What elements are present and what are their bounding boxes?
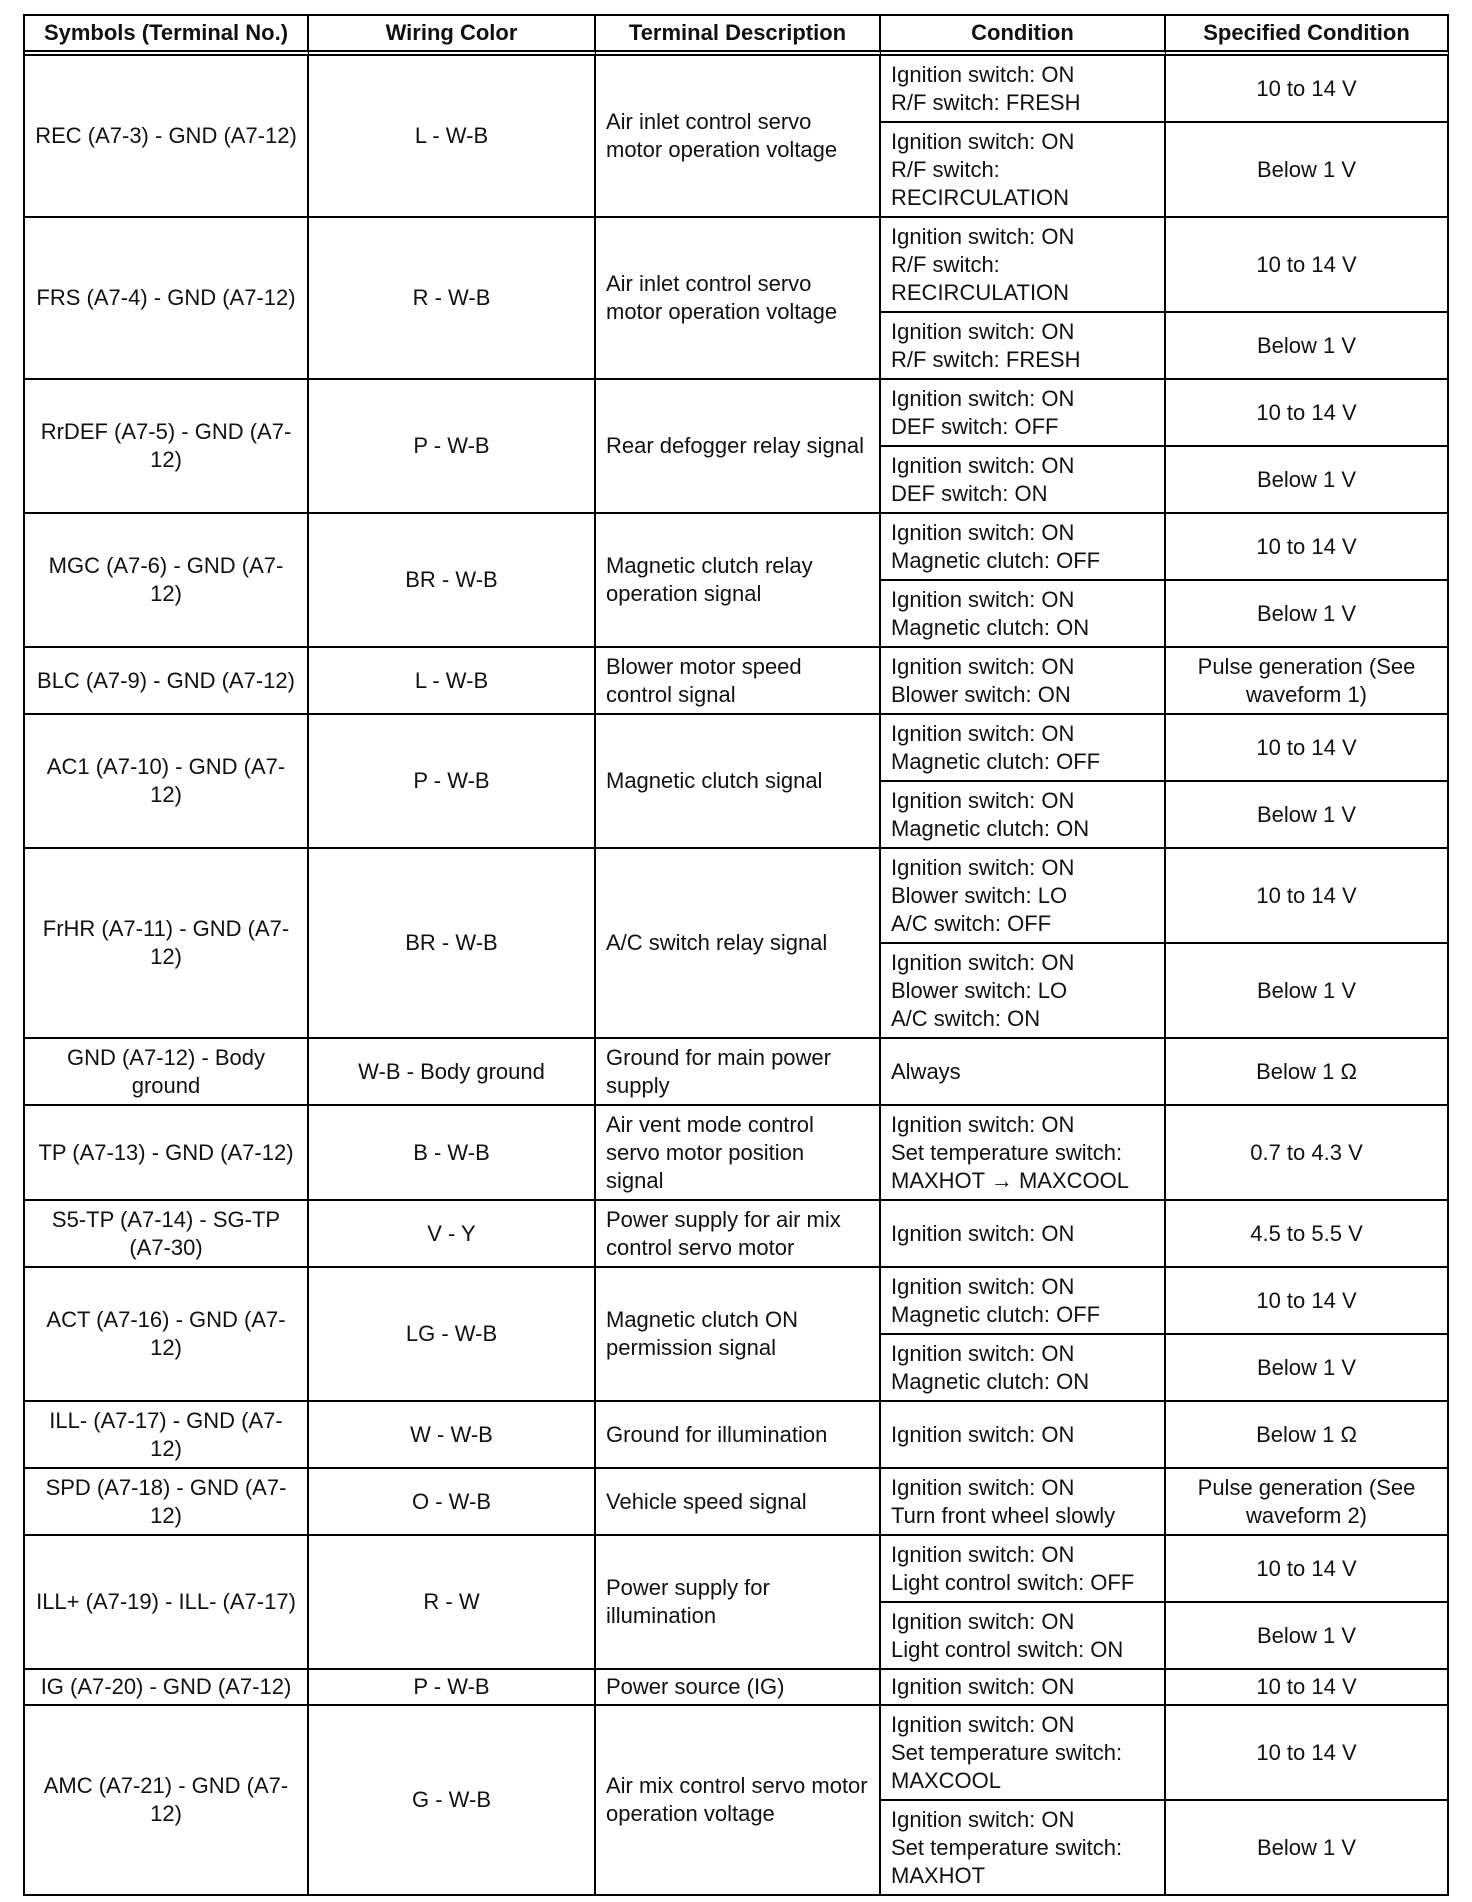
symbols-cell: REC (A7-3) - GND (A7-12) — [25, 56, 309, 218]
condition-cell: Ignition switch: ON Blower switch: LO A/C switch: ON — [881, 944, 1166, 1039]
wiring-color-cell: W - W-B — [309, 1402, 596, 1469]
wiring-color-cell: W-B - Body ground — [309, 1039, 596, 1106]
wiring-color-cell: P - W-B — [309, 715, 596, 849]
symbols-cell: MGC (A7-6) - GND (A7- 12) — [25, 514, 309, 648]
condition-cell: Ignition switch: ON Set temperature switch: MAXCOOL — [881, 1706, 1166, 1801]
symbols-cell: IG (A7-20) - GND (A7-12) — [25, 1670, 309, 1706]
specified-condition-cell: 10 to 14 V — [1166, 56, 1449, 123]
header-symbols: Symbols (Terminal No.) — [25, 16, 309, 56]
wiring-color-cell: G - W-B — [309, 1706, 596, 1896]
symbols-cell: GND (A7-12) - Body ground — [25, 1039, 309, 1106]
terminal-description-cell: Power supply for air mix control servo motor — [596, 1201, 881, 1268]
specified-condition-cell: Below 1 Ω — [1166, 1402, 1449, 1469]
condition-cell: Ignition switch: ON Magnetic clutch: ON — [881, 581, 1166, 648]
symbols-cell: SPD (A7-18) - GND (A7- 12) — [25, 1469, 309, 1536]
terminal-description-cell: Power source (IG) — [596, 1670, 881, 1706]
specified-condition-cell: Below 1 V — [1166, 313, 1449, 380]
symbols-cell: BLC (A7-9) - GND (A7-12) — [25, 648, 309, 715]
condition-cell: Ignition switch: ON Blower switch: ON — [881, 648, 1166, 715]
header-condition: Condition — [881, 16, 1166, 56]
condition-cell: Always — [881, 1039, 1166, 1106]
specified-condition-cell: Below 1 V — [1166, 581, 1449, 648]
header-terminal-description: Terminal Description — [596, 16, 881, 56]
specified-condition-cell: Pulse generation (See waveform 1) — [1166, 648, 1449, 715]
specified-condition-cell: 10 to 14 V — [1166, 849, 1449, 944]
specified-condition-cell: Pulse generation (See waveform 2) — [1166, 1469, 1449, 1536]
terminal-description-cell: Blower motor speed control signal — [596, 648, 881, 715]
condition-cell: Ignition switch: ON Set temperature switch: MAXHOT — [881, 1801, 1166, 1896]
specified-condition-cell: Below 1 V — [1166, 1603, 1449, 1670]
symbols-cell: S5-TP (A7-14) - SG-TP (A7-30) — [25, 1201, 309, 1268]
specified-condition-cell: Below 1 Ω — [1166, 1039, 1449, 1106]
wiring-color-cell: B - W-B — [309, 1106, 596, 1201]
condition-cell: Ignition switch: ON Magnetic clutch: ON — [881, 1335, 1166, 1402]
specified-condition-cell: Below 1 V — [1166, 447, 1449, 514]
specified-condition-cell: 4.5 to 5.5 V — [1166, 1201, 1449, 1268]
specified-condition-cell: 10 to 14 V — [1166, 218, 1449, 313]
wiring-color-cell: BR - W-B — [309, 514, 596, 648]
condition-cell: Ignition switch: ON Set temperature switch: MAXHOT → MAXCOOL — [881, 1106, 1166, 1201]
symbols-cell: FrHR (A7-11) - GND (A7- 12) — [25, 849, 309, 1039]
wiring-color-cell: L - W-B — [309, 56, 596, 218]
symbols-cell: ILL+ (A7-19) - ILL- (A7-17) — [25, 1536, 309, 1670]
wiring-color-cell: L - W-B — [309, 648, 596, 715]
symbols-cell: AMC (A7-21) - GND (A7- 12) — [25, 1706, 309, 1896]
wiring-color-cell: BR - W-B — [309, 849, 596, 1039]
specified-condition-cell: Below 1 V — [1166, 123, 1449, 218]
terminal-description-cell: Air mix control servo motor operation voltage — [596, 1706, 881, 1896]
terminal-description-cell: Ground for illumination — [596, 1402, 881, 1469]
condition-cell: Ignition switch: ON DEF switch: OFF — [881, 380, 1166, 447]
header-specified-condition: Specified Condition — [1166, 16, 1449, 56]
symbols-cell: FRS (A7-4) - GND (A7-12) — [25, 218, 309, 380]
condition-cell: Ignition switch: ON Blower switch: LO A/C switch: OFF — [881, 849, 1166, 944]
condition-cell: Ignition switch: ON Magnetic clutch: OFF — [881, 1268, 1166, 1335]
specified-condition-cell: 10 to 14 V — [1166, 1670, 1449, 1706]
specified-condition-cell: 10 to 14 V — [1166, 715, 1449, 782]
terminal-description-cell: Air inlet control servo motor operation voltage — [596, 218, 881, 380]
terminal-description-cell: Air inlet control servo motor operation voltage — [596, 56, 881, 218]
symbols-cell: ILL- (A7-17) - GND (A7- 12) — [25, 1402, 309, 1469]
condition-cell: Ignition switch: ON Magnetic clutch: ON — [881, 782, 1166, 849]
specified-condition-cell: Below 1 V — [1166, 782, 1449, 849]
specified-condition-cell: 10 to 14 V — [1166, 514, 1449, 581]
symbols-cell: RrDEF (A7-5) - GND (A7- 12) — [25, 380, 309, 514]
wiring-color-cell: P - W-B — [309, 1670, 596, 1706]
specified-condition-cell: Below 1 V — [1166, 1801, 1449, 1896]
symbols-cell: AC1 (A7-10) - GND (A7- 12) — [25, 715, 309, 849]
wiring-color-cell: R - W — [309, 1536, 596, 1670]
condition-cell: Ignition switch: ON DEF switch: ON — [881, 447, 1166, 514]
specified-condition-cell: 10 to 14 V — [1166, 380, 1449, 447]
condition-cell: Ignition switch: ON Magnetic clutch: OFF — [881, 715, 1166, 782]
condition-cell: Ignition switch: ON — [881, 1670, 1166, 1706]
condition-cell: Ignition switch: ON Magnetic clutch: OFF — [881, 514, 1166, 581]
specified-condition-cell: 0.7 to 4.3 V — [1166, 1106, 1449, 1201]
terminal-description-cell: Vehicle speed signal — [596, 1469, 881, 1536]
wiring-color-cell: LG - W-B — [309, 1268, 596, 1402]
terminal-description-cell: Power supply for illumination — [596, 1536, 881, 1670]
wiring-color-cell: V - Y — [309, 1201, 596, 1268]
terminal-description-cell: Ground for main power supply — [596, 1039, 881, 1106]
terminal-spec-table — [23, 14, 1449, 1896]
condition-cell: Ignition switch: ON R/F switch: FRESH — [881, 313, 1166, 380]
specified-condition-cell: Below 1 V — [1166, 1335, 1449, 1402]
condition-cell: Ignition switch: ON — [881, 1201, 1166, 1268]
terminal-description-cell: Magnetic clutch relay operation signal — [596, 514, 881, 648]
terminal-description-cell: Magnetic clutch signal — [596, 715, 881, 849]
specified-condition-cell: Below 1 V — [1166, 944, 1449, 1039]
wiring-color-cell: R - W-B — [309, 218, 596, 380]
condition-cell: Ignition switch: ON Turn front wheel slowly — [881, 1469, 1166, 1536]
header-wiring-color: Wiring Color — [309, 16, 596, 56]
specified-condition-cell: 10 to 14 V — [1166, 1706, 1449, 1801]
symbols-cell: TP (A7-13) - GND (A7-12) — [25, 1106, 309, 1201]
terminal-description-cell: A/C switch relay signal — [596, 849, 881, 1039]
condition-cell: Ignition switch: ON R/F switch: RECIRCULATION — [881, 123, 1166, 218]
condition-cell: Ignition switch: ON R/F switch: RECIRCULATION — [881, 218, 1166, 313]
terminal-description-cell: Rear defogger relay signal — [596, 380, 881, 514]
condition-cell: Ignition switch: ON Light control switch: OFF — [881, 1536, 1166, 1603]
terminal-description-cell: Magnetic clutch ON permission signal — [596, 1268, 881, 1402]
specified-condition-cell: 10 to 14 V — [1166, 1268, 1449, 1335]
condition-cell: Ignition switch: ON — [881, 1402, 1166, 1469]
wiring-color-cell: O - W-B — [309, 1469, 596, 1536]
specified-condition-cell: 10 to 14 V — [1166, 1536, 1449, 1603]
condition-cell: Ignition switch: ON R/F switch: FRESH — [881, 56, 1166, 123]
wiring-color-cell: P - W-B — [309, 380, 596, 514]
symbols-cell: ACT (A7-16) - GND (A7- 12) — [25, 1268, 309, 1402]
condition-cell: Ignition switch: ON Light control switch: ON — [881, 1603, 1166, 1670]
terminal-description-cell: Air vent mode control servo motor position signal — [596, 1106, 881, 1201]
